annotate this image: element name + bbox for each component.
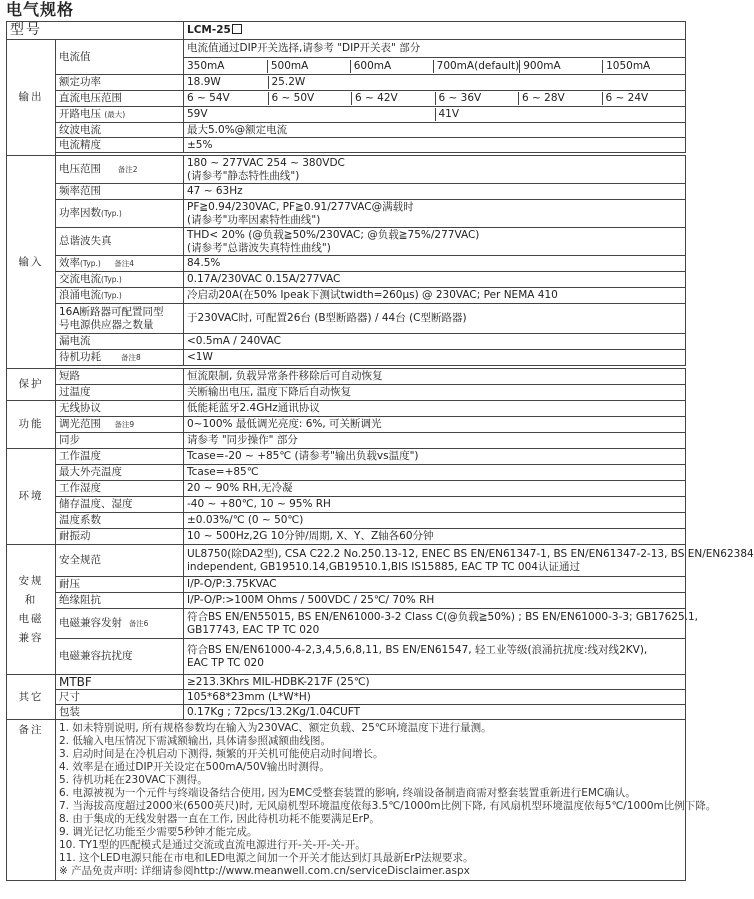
env-max-case-label: 最大外壳温度 (56, 465, 184, 481)
input-freq-label: 频率范围 (56, 184, 184, 200)
input-breaker-label: 号电源供应器之数量 (59, 318, 154, 331)
input-voltage-row (7, 156, 686, 184)
protection-otp-row (7, 385, 686, 401)
input-voltage-value: 180 ~ 277VAC 254 ~ 380VDC (187, 156, 345, 169)
safety-immunity-label: 电磁兼容抗扰度 (56, 639, 184, 675)
note-item: 8. 由于集成的无线发射器一直在工作, 因此待机功耗不能要满足ErP。 (59, 813, 380, 825)
input-ac-current-label: 交流电流(Typ.) (56, 272, 184, 288)
safety-isolation-label: 绝缘阻抗 (56, 593, 184, 609)
input-leakage-label: 漏电流 (56, 334, 184, 350)
input-pf-ref: (请参考"功率因素特性曲线") (187, 213, 321, 226)
env-storage-row (7, 497, 686, 513)
output-ripple-value: 最大5.0%@额定电流 (184, 123, 686, 138)
voltage-range: 6 ~ 24V (602, 92, 686, 105)
input-thd-ref: (请参考"总谐波失真特性曲线") (187, 241, 331, 254)
voltage-range: 6 ~ 42V (351, 92, 435, 105)
safety-emission-row (7, 609, 686, 639)
disclaimer-note: ※ 产品免责声明: 详细请参阅http://www.meanwell.com.cn/serviceDisclaimer.aspx (59, 865, 470, 877)
model-row (7, 22, 686, 40)
output-power-row (7, 75, 686, 91)
others-size-value: 105*68*23mm (L*W*H) (184, 690, 686, 705)
function-wireless-label: 无线协议 (56, 401, 184, 417)
safety-standards-label: 安全规范 (56, 545, 184, 577)
safety-emission-value: 符合BS EN/EN55015, BS EN/EN61000-3-2 Class C(@负载≧50%) ; BS EN/EN61000-3-3; GB17625.1, (187, 610, 699, 623)
note-item: 10. TY1型的匹配模式是通过交流或直流电源进行开-关-开-关-开。 (59, 839, 366, 851)
safety-standards-value: independent, GB19510.14,GB19510.1,BIS IS15885, EAC TP TC 004认证通过 (187, 560, 580, 573)
others-size-row (7, 690, 686, 705)
input-thd-row (7, 228, 686, 256)
others-size-label: 尺寸 (56, 690, 184, 705)
input-inrush-row (7, 288, 686, 304)
output-ocv-row (7, 107, 686, 123)
input-breaker-row (7, 304, 686, 334)
input-leakage-row (7, 334, 686, 350)
spec-table (6, 21, 754, 881)
note-item: 11. 这个LED电源只能在市电和LED电源之间加一个开关才能达到灯具最新ErP法规要求。 (59, 852, 474, 864)
safety-withstand-label: 耐压 (56, 577, 184, 593)
env-vibration-label: 耐振动 (56, 529, 184, 545)
safety-withstand-row (7, 577, 686, 593)
input-eff-value: 84.5% (184, 256, 686, 272)
category-notes: 备注 (7, 720, 56, 881)
env-work-temp-label: 工作温度 (56, 449, 184, 465)
note-item: 4. 效率是在通过DIP开关设定在500mA/50V输出时测得。 (59, 761, 330, 773)
model-suffix-box (232, 24, 242, 34)
safety-standards-value: UL8750(除DA2型), CSA C22.2 No.250.13-12, ENEC BS EN/EN61347-1, BS EN/EN61347-2-13, BS EN/EN62384 (187, 547, 754, 560)
function-dim-row (7, 417, 686, 433)
function-dim-label: 调光范围 备注9 (56, 417, 184, 433)
page-title: 电气规格 (6, 0, 75, 19)
category-input: 输入 (7, 156, 56, 369)
env-max-case-row (7, 465, 686, 481)
input-breaker-value: 于230VAC时, 可配置26台 (B型断路器) / 44台 (C型断路器) (184, 304, 686, 334)
category-safety: 安规 和 电磁 兼容 (7, 545, 56, 675)
env-storage-value: -40 ~ +80℃, 10 ~ 95% RH (184, 497, 686, 513)
input-pf-label: 功率因数(Typ.) (56, 200, 184, 228)
power-value: 18.9W (187, 76, 221, 88)
function-dim-value: 0~100% 最低调光亮度: 6%, 可关断调光 (184, 417, 686, 433)
function-wireless-value: 低能耗蓝牙2.4GHz通讯协议 (184, 401, 686, 417)
input-ac-current-value: 0.17A/230VAC 0.15A/277VAC (184, 272, 686, 288)
input-standby-value: <1W (184, 350, 686, 366)
voltage-range: 6 ~ 54V (187, 92, 230, 104)
output-ocv-label: 开路电压 (最大) (56, 107, 184, 123)
input-voltage-label: 电压范围 备注2 (56, 156, 184, 184)
others-package-row (7, 705, 686, 720)
input-pf-row (7, 200, 686, 228)
output-ripple-label: 纹波电流 (56, 123, 184, 138)
ocv-value: 41V (435, 108, 686, 121)
env-max-case-value: Tcase=+85℃ (184, 465, 686, 481)
env-coeff-label: 温度系数 (56, 513, 184, 529)
protection-otp-value: 关断输出电压, 温度下降后自动恢复 (184, 385, 686, 401)
input-freq-row (7, 184, 686, 200)
env-humidity-value: 20 ~ 90% RH,无冷凝 (184, 481, 686, 497)
env-humidity-label: 工作湿度 (56, 481, 184, 497)
safety-immunity-value: EAC TP TC 020 (187, 656, 264, 669)
protection-short-row (7, 369, 686, 385)
env-coeff-row (7, 513, 686, 529)
current-value: 1050mA (602, 60, 685, 73)
input-eff-row (7, 256, 686, 272)
function-sync-label: 同步 (56, 433, 184, 449)
input-thd-label: 总谐波失真 (56, 228, 184, 256)
output-power-label: 额定功率 (56, 75, 184, 91)
env-humidity-row (7, 481, 686, 497)
env-coeff-value: ±0.03%/℃ (0 ~ 50℃) (184, 513, 686, 529)
env-vibration-row (7, 529, 686, 545)
safety-emission-value: GB17743, EAC TP TC 020 (187, 623, 320, 636)
note-item: 5. 待机功耗在230VAC下测得。 (59, 774, 208, 786)
note-item: 3. 启动时间是在冷机启动下测得, 频繁的开关机可能使启动时间增长。 (59, 748, 384, 760)
notes-list (56, 720, 717, 881)
input-eff-label: 效率(Typ.) 备注4 (56, 256, 184, 272)
safety-immunity-row (7, 639, 686, 675)
voltage-range: 6 ~ 36V (435, 92, 519, 105)
input-inrush-label: 浪涌电流(Typ.) (56, 288, 184, 304)
input-pf-value: PF≧0.94/230VAC, PF≧0.91/277VAC@满载时 (187, 200, 414, 213)
function-sync-value: 请参考 "同步操作" 部分 (184, 433, 686, 449)
output-accuracy-label: 电流精度 (56, 138, 184, 153)
others-mtbf-value: ≥213.3Khrs MIL-HDBK-217F (25℃) (184, 675, 686, 690)
note-item: 6. 电源被视为一个元件与终端设备结合使用, 因为EMC受整套装置的影响, 终端设备制造商需对整套装置重新进行EMC确认。 (59, 787, 636, 799)
input-ac-current-row (7, 272, 686, 288)
others-package-value: 0.17Kg ; 72pcs/13.2Kg/1.04CUFT (184, 705, 686, 720)
safety-isolation-value: I/P-O/P:>100M Ohms / 500VDC / 25℃/ 70% RH (184, 593, 686, 609)
output-currents (184, 58, 686, 75)
others-mtbf-row (7, 675, 686, 690)
safety-emission-label: 电磁兼容发射 备注6 (56, 609, 184, 639)
protection-short-label: 短路 (56, 369, 184, 385)
function-wireless-row (7, 401, 686, 417)
output-accuracy-value: ±5% (184, 138, 686, 153)
input-voltage-ref: (请参考"静态特性曲线") (187, 169, 300, 182)
output-current-note-row (7, 40, 686, 58)
current-value: 500mA (267, 60, 350, 73)
category-output: 输出 (7, 40, 56, 156)
output-voltage-row (7, 91, 686, 107)
input-leakage-value: <0.5mA / 240VAC (184, 334, 686, 350)
current-value: 900mA (519, 60, 602, 73)
input-breaker-label: 16A断路器可配置同型 (59, 305, 164, 318)
function-sync-row (7, 433, 686, 449)
protection-otp-label: 过温度 (56, 385, 184, 401)
env-vibration-value: 10 ~ 500Hz,2G 10分钟/周期, X、Y、Z轴各60分钟 (184, 529, 686, 545)
category-environment: 环境 (7, 449, 56, 545)
power-value: 25.2W (268, 76, 686, 89)
safety-withstand-value: I/P-O/P:3.75KVAC (184, 577, 686, 593)
current-value: 350mA (187, 59, 225, 72)
env-work-temp-row (7, 449, 686, 465)
safety-immunity-value: 符合BS EN/EN61000-4-2,3,4,5,6,8,11, BS EN/EN61547, 轻工业等级(浪涌抗扰度:线对线2KV), (187, 643, 648, 656)
ocv-value: 59V (187, 108, 208, 120)
model-label: 型号 (7, 22, 184, 40)
category-others: 其它 (7, 675, 56, 720)
output-accuracy-row (7, 138, 686, 153)
env-storage-label: 储存温度、湿度 (56, 497, 184, 513)
input-inrush-value: 冷启动20A(在50% Ipeak下测试twidth=260μs) @ 230VAC; Per NEMA 410 (184, 288, 686, 304)
notes-row (7, 720, 686, 881)
safety-standards-row (7, 545, 686, 577)
protection-short-value: 恒流限制, 负载异常条件移除后可自动恢复 (184, 369, 686, 385)
current-value: 600mA (350, 60, 433, 73)
env-work-temp-value: Tcase=-20 ~ +85℃ (请参考"输出负载vs温度") (184, 449, 686, 465)
input-standby-row (7, 350, 686, 366)
current-value: 700mA(default) (433, 60, 520, 73)
input-standby-label: 待机功耗 备注8 (56, 350, 184, 366)
note-item: 2. 低输入电压情况下需减额输出, 具体请参照减额曲线图。 (59, 735, 332, 747)
note-item: 9. 调光记忆功能至少需要5秒钟才能完成。 (59, 826, 258, 838)
output-ripple-row (7, 123, 686, 138)
others-mtbf-label: MTBF (56, 675, 184, 690)
output-current-note: 电流值通过DIP开关选择,请参考 "DIP开关表" 部分 (184, 40, 686, 58)
note-item: 7. 当海拔高度超过2000米(6500英尺)时, 无风扇机型环境温度依每3.5℃/1000m比例下降, 有风扇机型环境温度依每5℃/1000m比例下降。 (59, 800, 717, 812)
category-function: 功能 (7, 401, 56, 449)
output-voltage-label: 直流电压范围 (56, 91, 184, 107)
note-item: 1. 如未特别说明, 所有规格参数均在输入为230VAC、额定负载、25℃环境温度下进行量测。 (59, 722, 492, 734)
others-package-label: 包装 (56, 705, 184, 720)
input-thd-value: THD< 20% (@负载≧50%/230VAC; @负载≧75%/277VAC) (187, 228, 480, 241)
output-current-label: 电流值 (56, 40, 184, 75)
input-freq-value: 47 ~ 63Hz (184, 184, 686, 200)
safety-isolation-row (7, 593, 686, 609)
voltage-range: 6 ~ 28V (518, 92, 602, 105)
voltage-range: 6 ~ 50V (268, 92, 352, 105)
model-value: LCM-25 (184, 22, 686, 40)
category-protection: 保护 (7, 369, 56, 401)
